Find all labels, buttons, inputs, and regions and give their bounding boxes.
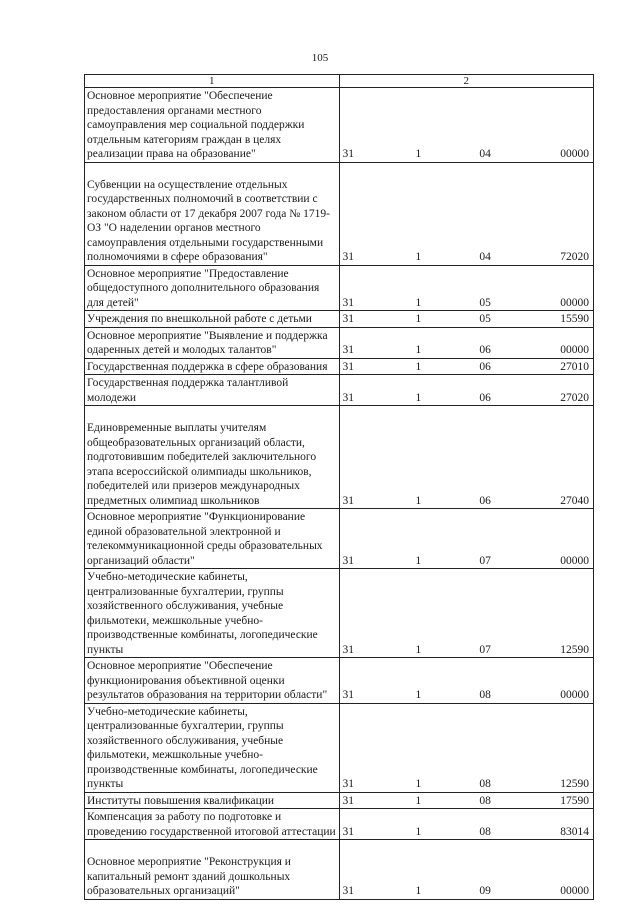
row-description: Основное мероприятие "Функционирование единой образовательной электронной и телекоммуникационной среды образовательных организаций области" [85, 509, 340, 569]
row-description: Основное мероприятие "Обеспечение предоставления органами местного самоуправления мер социальной поддержки отдельным категориям граждан в целях реализации права на образование" [85, 88, 340, 163]
code-program: 31 [342, 794, 354, 807]
table-row [85, 406, 594, 509]
row-description-text: Субвенции на осуществление отдельных государственных полномочий в соответствии с законом области от 17 декабря 2007 года № 1719-ОЗ "О наделении органов местного самоуправления отдельными государственными полномочиями в сфере образования" [87, 178, 330, 263]
row-code [339, 703, 594, 792]
code-program: 31 [342, 148, 354, 160]
code-event: 05 [479, 296, 491, 309]
row-code [339, 406, 594, 509]
row-description-text: Основное мероприятие "Реконструкция и капитальный ремонт зданий дошкольных образовательных организаций" [87, 856, 291, 897]
code-subprogram: 1 [415, 344, 422, 356]
code-subprogram: 1 [415, 296, 422, 309]
table-row [85, 658, 594, 704]
row-code [339, 509, 594, 569]
code-subprogram: 1 [415, 313, 422, 325]
code-event: 07 [479, 554, 491, 567]
code-program: 31 [342, 391, 354, 404]
row-code [339, 569, 594, 658]
row-code [339, 840, 594, 900]
code-event: 06 [479, 344, 491, 356]
code-subprogram: 1 [415, 148, 422, 160]
code-subprogram: 1 [415, 494, 422, 507]
code-subprogram: 1 [415, 251, 422, 263]
row-description [85, 162, 340, 265]
code-direction: 27010 [560, 360, 589, 373]
table-row [85, 703, 594, 792]
code-direction: 12590 [560, 778, 589, 790]
code-subprogram: 1 [415, 391, 422, 404]
table-row [85, 809, 594, 840]
row-code [339, 792, 594, 809]
code-event: 08 [479, 778, 491, 790]
row-code [339, 88, 594, 163]
row-code [339, 265, 594, 311]
code-direction: 00000 [560, 296, 589, 309]
code-program: 31 [342, 296, 354, 309]
code-event: 08 [479, 794, 491, 807]
table-row [85, 358, 594, 375]
code-subprogram: 1 [415, 643, 422, 656]
code-event: 06 [479, 360, 491, 373]
code-event: 07 [479, 643, 491, 656]
code-direction: 12590 [560, 643, 589, 656]
code-event: 05 [479, 313, 491, 325]
code-program: 31 [342, 778, 354, 790]
row-description: Основное мероприятие "Предоставление общедоступного дополнительного образования для детей" [85, 265, 340, 311]
code-program: 31 [342, 344, 354, 356]
row-code [339, 311, 594, 328]
code-direction: 00000 [560, 148, 589, 160]
page-number: 105 [311, 52, 329, 64]
table-row [85, 162, 594, 265]
table-row [85, 792, 594, 809]
row-description: Основное мероприятие "Обеспечение функционирования объективной оценки результатов образования на территории области" [85, 658, 340, 704]
code-direction: 00000 [560, 554, 589, 567]
code-event: 04 [479, 251, 491, 263]
row-description [85, 406, 340, 509]
row-description: Учреждения по внешкольной работе с детьми [85, 311, 340, 328]
row-description-text: Единовременные выплаты учителям общеобразовательных организаций области, подготовившим победителей заключительного этапа всероссийской олимпиады школьников, победителей или призеров международных предметных олимпиад школьников [87, 422, 317, 507]
code-subprogram: 1 [415, 778, 422, 790]
table-row [85, 327, 594, 358]
code-subprogram: 1 [415, 689, 422, 701]
code-direction: 00000 [560, 885, 589, 897]
row-description: Учебно-методические кабинеты, централизованные бухгалтерии, группы хозяйственного обслуживания, учебные фильмотеки, межшкольные учебно-производственные комбинаты, логопедические пункты [85, 569, 340, 658]
row-description: Государственная поддержка талантливой молодежи [85, 375, 340, 406]
code-program: 31 [342, 689, 354, 701]
code-program: 31 [342, 251, 354, 263]
row-code [339, 375, 594, 406]
row-code [339, 162, 594, 265]
row-code [339, 358, 594, 375]
code-event: 06 [479, 494, 491, 507]
row-description: Государственная поддержка в сфере образования [85, 358, 340, 375]
header-column-2: 2 [339, 75, 594, 88]
header-column-1: 1 [85, 75, 340, 88]
code-direction: 00000 [560, 344, 589, 356]
code-direction: 00000 [560, 689, 589, 701]
table-row [85, 569, 594, 658]
row-description: Учебно-методические кабинеты, централизованные бухгалтерии, группы хозяйственного обслуживания, учебные фильмотеки, межшкольные учебно-производственные комбинаты, логопедические пункты [85, 703, 340, 792]
code-program: 31 [342, 494, 354, 507]
code-direction: 15590 [560, 313, 589, 325]
code-event: 04 [479, 148, 491, 160]
code-subprogram: 1 [415, 794, 422, 807]
row-description: Основное мероприятие "Выявление и поддержка одаренных детей и молодых талантов" [85, 327, 340, 358]
table-row [85, 375, 594, 406]
table-row [85, 311, 594, 328]
code-event: 08 [479, 825, 491, 838]
code-direction: 27020 [560, 391, 589, 404]
table-row [85, 265, 594, 311]
code-program: 31 [342, 643, 354, 656]
code-program: 31 [342, 554, 354, 567]
code-program: 31 [342, 825, 354, 838]
code-event: 09 [479, 885, 491, 897]
code-direction: 17590 [560, 794, 589, 807]
code-direction: 27040 [560, 494, 589, 507]
budget-classification-table [84, 74, 594, 900]
code-subprogram: 1 [415, 825, 422, 838]
row-description [85, 840, 340, 900]
code-program: 31 [342, 885, 354, 897]
table-row [85, 840, 594, 900]
row-code [339, 327, 594, 358]
row-code [339, 658, 594, 704]
row-description: Компенсация за работу по подготовке и проведению государственной итоговой аттестации [85, 809, 340, 840]
code-program: 31 [342, 313, 354, 325]
code-subprogram: 1 [415, 554, 422, 567]
row-code [339, 809, 594, 840]
code-subprogram: 1 [415, 360, 422, 373]
row-description: Институты повышения квалификации [85, 792, 340, 809]
code-direction: 72020 [560, 251, 589, 263]
code-direction: 83014 [560, 825, 589, 838]
code-event: 06 [479, 391, 491, 404]
code-program: 31 [342, 360, 354, 373]
table-row [85, 509, 594, 569]
code-subprogram: 1 [415, 885, 422, 897]
table-row [85, 88, 594, 163]
code-event: 08 [479, 689, 491, 701]
table-header-row [85, 75, 594, 88]
